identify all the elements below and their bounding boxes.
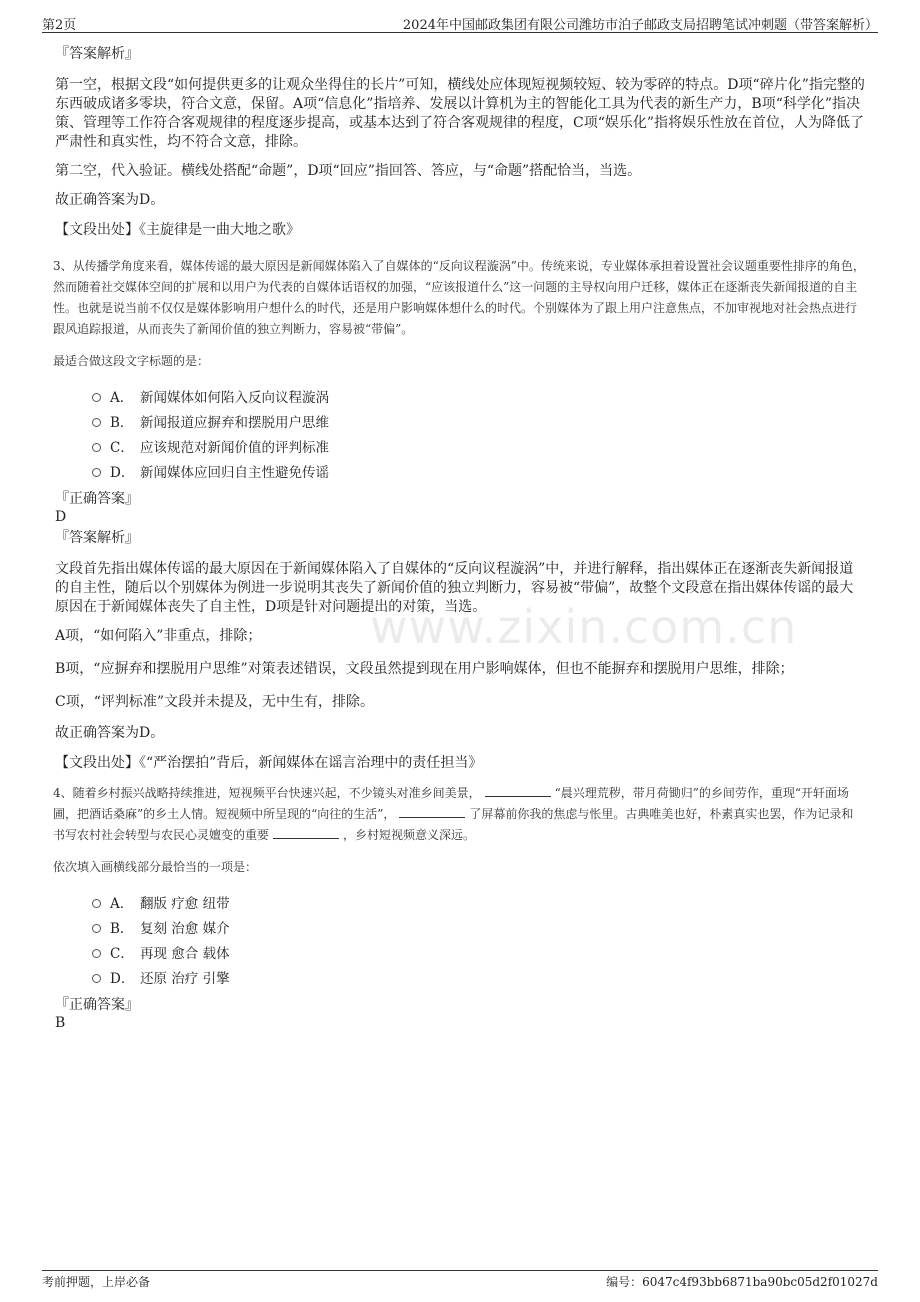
- option-b[interactable]: B． 复刻 治愈 媒介: [92, 914, 865, 939]
- radio-icon[interactable]: [92, 393, 101, 402]
- analysis-paragraph: B项，“应摒弃和摆脱用户思维”对策表述错误，文段虽然提到现在用户影响媒体，但也不能摒弃和摆脱用户思维，排除；: [55, 661, 794, 677]
- option-c[interactable]: C． 应该规范对新闻价值的评判标准: [92, 433, 865, 458]
- option-d[interactable]: D． 新闻媒体应回归自主性避免传谣: [92, 458, 865, 483]
- fill-blank: [399, 805, 465, 818]
- option-a[interactable]: A． 翻版 疗愈 纽带: [92, 889, 865, 914]
- radio-icon[interactable]: [92, 443, 101, 452]
- analysis-conclusion: 故正确答案为D。: [55, 192, 165, 208]
- radio-icon[interactable]: [92, 899, 101, 908]
- source-citation: 【文段出处】《“严治摆拍”背后，新闻媒体在谣言治理中的责任担当》: [55, 755, 483, 771]
- analysis-paragraph: 第一空，根据文段“如何提供更多的让观众坐得住的长片”可知，横线处应体现短视频较短、较为零碎的特点。D项“碎片化”指完整的东西破成诸多零块，符合文意，保留。A项“信息化”指培养、发展以计算机为主的智能化工具为代表的新生产力，B项“科学化”指决策、管理等工作符合客观规律的程度逐步提高，或基本达到了符合客观规律的程度，C项“娱乐化”指将娱乐性放在首位，人为降低了严肃性和真实性，均不符合文意，排除。: [55, 77, 865, 150]
- footer-slogan: 考前押题，上岸必备: [42, 1275, 151, 1289]
- document-body: [55, 44, 865, 1032]
- watermark: www.zixin.com.cn: [370, 600, 798, 654]
- document-title: 2024年中国邮政集团有限公司潍坊市泊子邮政支局招聘笔试冲刺题（带答案解析）: [402, 18, 878, 33]
- option-list: [92, 383, 865, 483]
- analysis-label: 『答案解析』: [55, 46, 139, 62]
- fill-blank: [273, 826, 339, 839]
- correct-answer: B: [55, 1015, 66, 1031]
- analysis-paragraph: C项，“评判标准”文段并未提及，无中生有，排除。: [55, 694, 375, 710]
- page-number: 第2页: [42, 18, 77, 33]
- option-b[interactable]: B． 新闻报道应摒弃和摆脱用户思维: [92, 408, 865, 433]
- question-text: 3、从传播学角度来看，媒体传谣的最大原因是新闻媒体陷入了自媒体的“反向议程漩涡”中。传统来说，专业媒体承担着设置社会议题重要性排序的角色，然而随着社交媒体空间的扩展和以用户为代表的自媒体话语权的加强，“应该报道什么”这一问题的主导权向用户迁移，媒体正在逐渐丧失新闻报道的自主性。也就是说当前不仅仅是媒体影响用户想什么的时代，还是用户影响媒体想什么的时代。个别媒体为了跟上用户注意焦点，不加审视地对社会热点进行跟风追踪报道，从而丧失了新闻价值的独立判断力，容易被“带偏”。: [53, 259, 865, 336]
- analysis-paragraph: 第二空，代入验证。横线处搭配“命题”，D项“回应”指回答、答应，与“命题”搭配恰当，当选。: [55, 163, 642, 179]
- analysis-label: 『答案解析』: [55, 530, 139, 546]
- page-footer: [42, 1270, 878, 1293]
- page-header: [42, 10, 878, 33]
- correct-answer-label: 『正确答案』: [55, 997, 139, 1013]
- option-c[interactable]: C． 再现 愈合 载体: [92, 939, 865, 964]
- radio-icon[interactable]: [92, 924, 101, 933]
- analysis-conclusion: 故正确答案为D。: [55, 725, 165, 741]
- radio-icon[interactable]: [92, 974, 101, 983]
- option-a[interactable]: A． 新闻媒体如何陷入反向议程漩涡: [92, 383, 865, 408]
- analysis-paragraph: 文段首先指出媒体传谣的最大原因在于新闻媒体陷入了自媒体的“反向议程漩涡”中，并进行解释，指出媒体正在逐渐丧失新闻报道的自主性，随后以个别媒体为例进一步说明其丧失了新闻价值的独立判断力，容易被“带偏”，故整个文段意在指出媒体传谣的最大原因在于新闻媒体丧失了自主性，D项是针对问题提出的对策，当选。: [55, 561, 854, 615]
- correct-answer-label: 『正确答案』: [55, 491, 139, 507]
- analysis-paragraph: A项，“如何陷入”非重点，排除；: [55, 628, 262, 644]
- question-text: 4、随着乡村振兴战略持续推进，短视频平台快速兴起，不少镜头对准乡间美景， “晨兴理荒秽，带月荷锄归”的乡间劳作，重现“开轩面场圃，把酒话桑麻”的乡土人情。短视频中所呈现的“向往的生活”， 了屏幕前你我的焦虑与怅里。古典唯美也好，朴素真实也罢，作为记录和书写农村社会转型与农民心灵嬗变的重要 ，乡村短视频意义深远。: [53, 786, 854, 842]
- radio-icon[interactable]: [92, 949, 101, 958]
- fill-blank: [485, 784, 551, 797]
- question-prompt: 最适合做这段文字标题的是：: [53, 354, 210, 368]
- option-list: [92, 889, 865, 989]
- option-d[interactable]: D． 还原 治疗 引擎: [92, 964, 865, 989]
- radio-icon[interactable]: [92, 418, 101, 427]
- correct-answer: D: [55, 509, 67, 525]
- source-citation: 【文段出处】《主旋律是一曲大地之歌》: [55, 222, 300, 238]
- document-id: 编号：6047c4f93bb6871ba90bc05d2f01027d: [606, 1275, 878, 1289]
- question-prompt: 依次填入画横线部分最恰当的一项是：: [53, 860, 258, 874]
- radio-icon[interactable]: [92, 468, 101, 477]
